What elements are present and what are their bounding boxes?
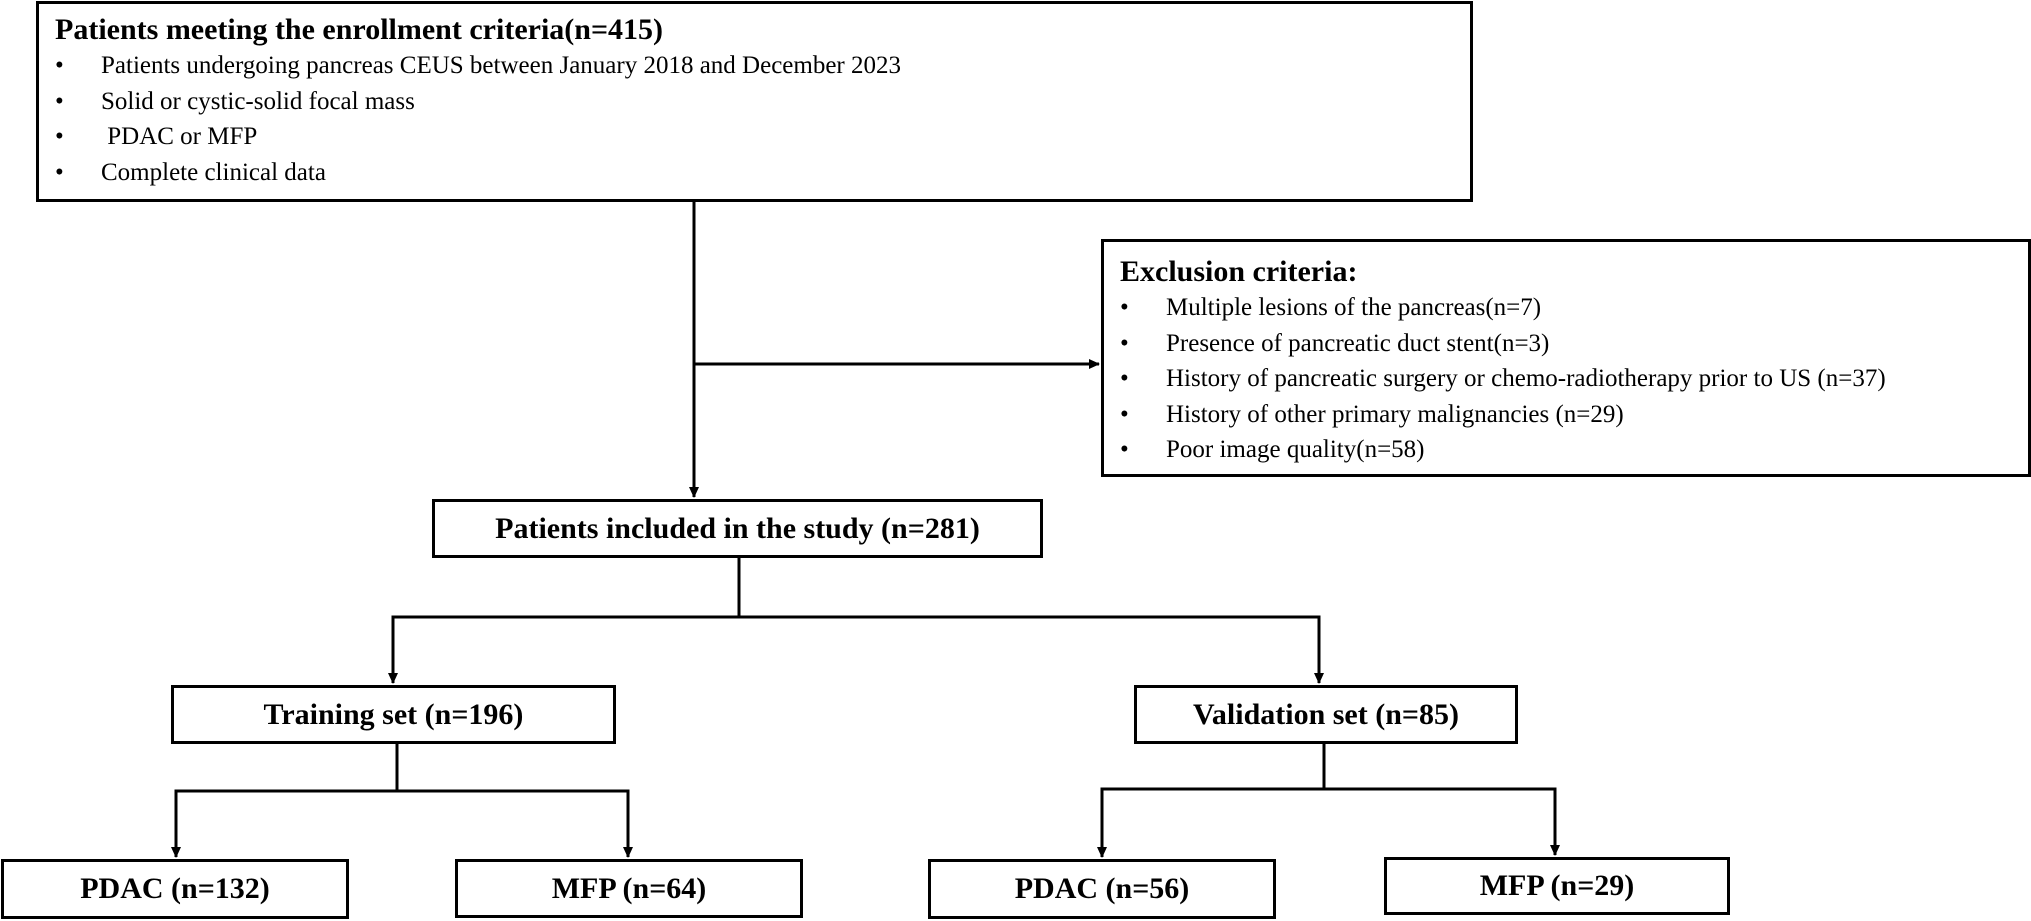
list-item: [1120, 361, 2028, 397]
list-item-text: Poor image quality(n=58): [1166, 436, 1425, 463]
enrollment-box: [36, 1, 1473, 202]
training-mfp-label: MFP (n=64): [551, 871, 707, 905]
list-item: [55, 119, 1470, 155]
enrollment-title: Patients meeting the enrollment criteria(n=415): [55, 13, 664, 46]
bullet-icon: •: [1120, 400, 1129, 428]
list-item: [1120, 290, 2028, 326]
line-split-validation: [1102, 789, 1555, 855]
list-item: [55, 84, 1470, 120]
list-item-text: Presence of pancreatic duct stent(n=3): [1166, 329, 1550, 357]
validation-mfp-box: [1384, 857, 1730, 915]
list-item-text: Solid or cystic-solid focal mass: [101, 87, 415, 115]
list-item: [1120, 397, 2028, 433]
validation-set-box: [1134, 685, 1518, 744]
exclusion-title: Exclusion criteria:: [1120, 255, 1358, 288]
bullet-icon: •: [1120, 436, 1129, 463]
validation-pdac-label: PDAC (n=56): [1014, 872, 1190, 905]
list-item: [55, 48, 1470, 84]
validation-set-label: Validation set (n=85): [1192, 697, 1459, 731]
training-pdac-box: [1, 859, 349, 919]
line-split-sets: [393, 617, 1319, 681]
bullet-icon: •: [1120, 294, 1129, 321]
list-item-text: Complete clinical data: [101, 158, 326, 186]
list-item: [55, 155, 1470, 191]
list-item-text: Patients undergoing pancreas CEUS between January 2018 and December 2023: [101, 52, 902, 79]
training-set-box: [171, 685, 616, 744]
enrollment-criteria-list: [55, 48, 1470, 190]
bullet-icon: •: [1120, 365, 1129, 392]
training-pdac-label: PDAC (n=132): [80, 872, 270, 905]
included-label: Patients included in the study (n=281): [495, 511, 980, 545]
validation-mfp-label: MFP (n=29): [1479, 869, 1635, 902]
list-item-text: History of pancreatic surgery or chemo-radiotherapy prior to US (n=37): [1166, 365, 1886, 392]
bullet-icon: •: [55, 123, 64, 150]
training-set-label: Training set (n=196): [263, 697, 524, 731]
bullet-icon: •: [55, 158, 64, 186]
exclusion-box: [1101, 239, 2031, 477]
list-item: [1120, 432, 2028, 468]
bullet-icon: •: [55, 87, 64, 115]
bullet-icon: •: [55, 52, 64, 79]
included-box: [432, 499, 1043, 558]
exclusion-criteria-list: [1120, 290, 2028, 468]
list-item-text: Multiple lesions of the pancreas(n=7): [1166, 294, 1542, 321]
list-item-text: PDAC or MFP: [101, 123, 258, 150]
validation-pdac-box: [928, 859, 1276, 919]
line-split-training: [176, 791, 628, 855]
bullet-icon: •: [1120, 329, 1129, 357]
training-mfp-box: [455, 859, 803, 918]
list-item-text: History of other primary malignancies (n=29): [1166, 400, 1624, 428]
list-item: [1120, 326, 2028, 362]
